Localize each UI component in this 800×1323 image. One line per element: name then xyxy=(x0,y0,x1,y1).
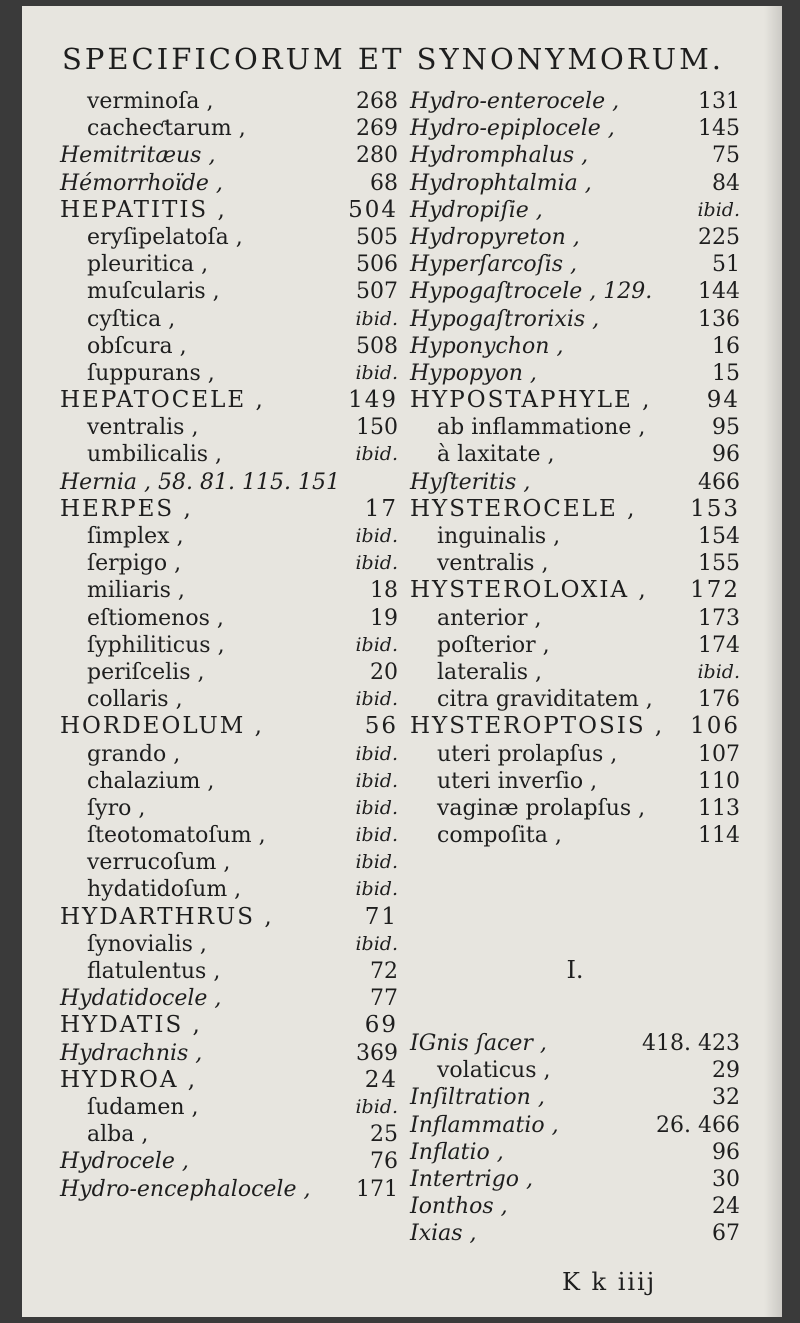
index-entry xyxy=(410,197,740,224)
letter-heading: I. xyxy=(566,956,584,984)
entry-term: Hydro-encephalocele , xyxy=(60,1176,311,1202)
entry-term: uteri inverſio , xyxy=(437,768,598,794)
index-entry xyxy=(410,1084,740,1111)
entry-page-ref: 76 xyxy=(370,1149,398,1175)
entry-page-ref: 18 xyxy=(370,578,398,604)
index-entry xyxy=(410,278,740,305)
entry-page-ref: 174 xyxy=(698,632,740,658)
entry-term: muſcularis , xyxy=(87,279,220,305)
entry-page-ref: 67 xyxy=(712,1221,740,1247)
entry-page-ref: 84 xyxy=(712,170,740,196)
entry-page-ref: ibid. xyxy=(355,361,398,384)
index-entry xyxy=(60,659,398,686)
entry-term: Hernia , 58. 81. 115. 151 xyxy=(60,469,340,495)
entry-page-ref: 96 xyxy=(712,1139,740,1165)
entry-term: alba , xyxy=(87,1122,149,1148)
entry-page-ref: 106 xyxy=(690,713,740,740)
entry-page-ref: 26. 466 xyxy=(656,1112,740,1138)
entry-term: IGnis ſacer , xyxy=(410,1031,547,1056)
entry-term: Inflammatio , xyxy=(410,1112,559,1138)
index-entry xyxy=(410,577,740,604)
entry-page-ref: 153 xyxy=(690,495,740,522)
entry-page-ref: 110 xyxy=(698,768,740,794)
entry-page-ref: 96 xyxy=(712,442,740,468)
index-entry xyxy=(410,360,740,387)
entry-term: HEPATOCELE , xyxy=(60,387,265,414)
entry-term: Hydro-epiplocele , xyxy=(410,116,615,142)
entry-page-ref: 16 xyxy=(712,333,740,359)
index-entry xyxy=(60,1067,398,1094)
entry-page-ref: ibid. xyxy=(355,932,398,955)
index-entry xyxy=(60,768,398,795)
entry-term: periſcelis , xyxy=(87,659,205,685)
entry-page-ref: 508 xyxy=(356,333,398,359)
index-entry xyxy=(410,1030,740,1057)
entry-term: ventralis , xyxy=(87,415,199,441)
index-entry xyxy=(410,414,740,441)
entry-term: cacheƈtarum , xyxy=(87,116,246,142)
index-entry xyxy=(60,278,398,305)
entry-page-ref: 172 xyxy=(690,577,740,604)
index-entry xyxy=(410,659,740,686)
entry-page-ref: ibid. xyxy=(355,851,398,874)
entry-term: inguinalis , xyxy=(437,524,561,549)
index-entry xyxy=(410,741,740,768)
index-entry xyxy=(60,142,398,169)
entry-term: ſteotomatoſum , xyxy=(87,823,266,849)
entry-page-ref: 149 xyxy=(348,387,398,414)
entry-page-ref: 418. 423 xyxy=(642,1031,740,1056)
entry-page-ref: ibid. xyxy=(697,198,740,221)
entry-page-ref: ibid. xyxy=(355,552,398,575)
entry-term: Hydro-enterocele , xyxy=(410,89,620,114)
entry-page-ref: 114 xyxy=(698,823,740,849)
entry-term: ſyro , xyxy=(87,795,146,821)
entry-term: uteri prolapſus , xyxy=(437,741,618,767)
entry-term: hydatidoſum , xyxy=(87,877,242,903)
entry-page-ref: 113 xyxy=(698,795,740,821)
entry-page-ref: 107 xyxy=(698,741,740,767)
entry-term: volaticus , xyxy=(437,1058,551,1084)
index-entry xyxy=(60,876,398,903)
entry-page-ref: 136 xyxy=(698,306,740,332)
index-entry xyxy=(60,849,398,876)
entry-term: verrucoſum , xyxy=(87,850,231,876)
entry-page-ref: 225 xyxy=(698,224,740,250)
entry-page-ref: 17 xyxy=(364,495,398,522)
entry-page-ref: 176 xyxy=(698,687,740,713)
index-entry xyxy=(410,795,740,822)
entry-page-ref: 155 xyxy=(698,551,740,577)
entry-term: ſyphiliticus , xyxy=(87,632,225,658)
entry-page-ref: ibid. xyxy=(355,633,398,656)
entry-page-ref: 29 xyxy=(712,1058,740,1084)
entry-page-ref: ibid. xyxy=(697,660,740,683)
index-entry xyxy=(410,251,740,278)
entry-page-ref: 25 xyxy=(370,1122,398,1148)
entry-term: flatulentus , xyxy=(87,959,221,984)
index-entry xyxy=(410,1220,740,1247)
entry-term: grando , xyxy=(87,741,181,767)
entry-term: HEPATITIS , xyxy=(60,196,227,223)
entry-term: Hypogaſtrocele , 129. xyxy=(410,279,653,305)
entry-term: Hyponychon , xyxy=(410,333,564,359)
entry-term: Hydropyreton , xyxy=(410,224,580,250)
index-entry xyxy=(410,441,740,468)
index-entry xyxy=(60,496,398,523)
index-entry xyxy=(410,1193,740,1220)
entry-page-ref: 466 xyxy=(698,469,740,495)
index-entry xyxy=(60,904,398,931)
index-entry xyxy=(60,931,398,958)
entry-term: Inſiltration , xyxy=(410,1085,545,1111)
entry-page-ref: 369 xyxy=(356,1040,398,1066)
index-entry xyxy=(60,1121,398,1148)
book-page xyxy=(22,6,782,1317)
entry-term: HORDEOLUM , xyxy=(60,713,264,740)
entry-term: ventralis , xyxy=(437,551,549,577)
index-entry xyxy=(410,713,740,740)
entry-page-ref: ibid. xyxy=(355,796,398,819)
index-entry xyxy=(410,306,740,333)
entry-term: Hemitritæus , xyxy=(60,143,216,169)
index-entry xyxy=(60,523,398,550)
entry-term: Hydrocele , xyxy=(60,1149,189,1175)
entry-page-ref: 20 xyxy=(370,659,398,685)
entry-page-ref: ibid. xyxy=(355,878,398,901)
entry-page-ref: 72 xyxy=(370,959,398,984)
index-entry xyxy=(60,224,398,251)
entry-page-ref: 154 xyxy=(698,524,740,549)
entry-term: cyſtica , xyxy=(87,306,176,332)
entry-term: pleuritica , xyxy=(87,252,209,278)
entry-page-ref: 504 xyxy=(348,196,398,223)
entry-term: Ixias , xyxy=(410,1221,477,1247)
index-entry xyxy=(60,822,398,849)
entry-term: Hydrophtalmia , xyxy=(410,170,592,196)
entry-term: collaris , xyxy=(87,687,183,713)
index-entry xyxy=(410,224,740,251)
entry-page-ref: 51 xyxy=(712,252,740,278)
entry-page-ref: 505 xyxy=(356,224,398,250)
index-entry xyxy=(60,414,398,441)
entry-term: Hémorrhoïde , xyxy=(60,170,223,196)
entry-term: citra graviditatem , xyxy=(437,687,653,713)
entry-term: Hydrachnis , xyxy=(60,1040,203,1066)
entry-term: Hydropiſie , xyxy=(410,197,543,223)
index-entry xyxy=(60,605,398,632)
entry-term: Hyperſarcoſis , xyxy=(410,252,578,278)
index-entry xyxy=(60,88,398,115)
entry-term: HYSTEROLOXIA , xyxy=(410,577,648,604)
index-entry xyxy=(60,632,398,659)
entry-page-ref: ibid. xyxy=(355,307,398,330)
entry-term: Hydatidocele , xyxy=(60,986,222,1012)
entry-term: ſuppurans , xyxy=(87,360,215,386)
index-entry xyxy=(60,387,398,414)
index-entry xyxy=(410,768,740,795)
entry-page-ref: 269 xyxy=(356,116,398,142)
index-entry xyxy=(60,795,398,822)
entry-term: HYDATIS , xyxy=(60,1012,202,1039)
entry-page-ref: 95 xyxy=(712,415,740,441)
entry-term: Ionthos , xyxy=(410,1194,508,1220)
index-entry xyxy=(410,1112,740,1139)
entry-term: lateralis , xyxy=(437,659,542,685)
entry-page-ref: 280 xyxy=(356,143,398,169)
left-column xyxy=(60,88,398,1203)
index-entry xyxy=(410,142,740,169)
entry-term: à laxitate , xyxy=(437,442,555,468)
entry-term: compoſita , xyxy=(437,823,562,849)
index-entry xyxy=(60,1040,398,1067)
entry-page-ref: 75 xyxy=(712,143,740,169)
page-edge-shade xyxy=(764,6,782,1317)
index-entry xyxy=(410,686,740,713)
entry-page-ref: 69 xyxy=(364,1012,398,1039)
entry-page-ref: ibid. xyxy=(355,443,398,466)
entry-page-ref: 30 xyxy=(712,1166,740,1192)
entry-term: vaginæ prolapſus , xyxy=(437,795,646,821)
entry-term: chalazium , xyxy=(87,768,215,794)
index-entry xyxy=(60,360,398,387)
index-entry xyxy=(60,1148,398,1175)
entry-term: eſtiomenos , xyxy=(87,605,224,631)
entry-term: poſterior , xyxy=(437,632,550,658)
index-entry xyxy=(60,713,398,740)
entry-term: ſerpigo , xyxy=(87,551,182,577)
index-entry xyxy=(60,170,398,197)
index-entry xyxy=(60,441,398,468)
entry-page-ref: ibid. xyxy=(355,688,398,711)
index-entry xyxy=(60,197,398,224)
entry-page-ref: 150 xyxy=(356,415,398,441)
entry-page-ref: 24 xyxy=(712,1194,740,1220)
entry-term: Hyſteritis , xyxy=(410,469,531,495)
entry-page-ref: 145 xyxy=(698,116,740,142)
entry-page-ref: ibid. xyxy=(355,769,398,792)
index-entry xyxy=(410,605,740,632)
index-entry xyxy=(410,1166,740,1193)
entry-term: ſimplex , xyxy=(87,524,184,549)
entry-page-ref: 171 xyxy=(356,1176,398,1202)
entry-term: Intertrigo , xyxy=(410,1166,533,1192)
index-entry xyxy=(410,88,740,115)
entry-page-ref: 24 xyxy=(364,1066,398,1093)
right-column xyxy=(410,88,740,849)
entry-page-ref: 173 xyxy=(698,605,740,631)
entry-term: anterior , xyxy=(437,605,542,631)
entry-page-ref: 15 xyxy=(712,360,740,386)
entry-term: Hypopyon , xyxy=(410,360,537,386)
entry-term: miliaris , xyxy=(87,578,185,604)
index-entry xyxy=(60,577,398,604)
running-head: SPECIFICORUM ET SYNONYMORUM. xyxy=(62,42,724,76)
index-entry xyxy=(410,822,740,849)
index-entry xyxy=(60,306,398,333)
index-entry xyxy=(410,523,740,550)
entry-page-ref: ibid. xyxy=(355,824,398,847)
index-entry xyxy=(60,985,398,1012)
index-entry xyxy=(60,1012,398,1039)
index-entry xyxy=(410,550,740,577)
index-entry xyxy=(60,333,398,360)
index-entry xyxy=(60,958,398,985)
entry-page-ref: 19 xyxy=(370,605,398,631)
entry-term: HYSTEROPTOSIS , xyxy=(410,713,665,740)
entry-page-ref: 71 xyxy=(364,903,398,930)
index-entry xyxy=(60,115,398,142)
index-entry xyxy=(60,251,398,278)
index-entry xyxy=(410,170,740,197)
entry-page-ref: ibid. xyxy=(355,525,398,547)
entry-term: ſudamen , xyxy=(87,1094,199,1120)
index-entry xyxy=(60,1176,398,1203)
right-lower-column xyxy=(410,1030,740,1248)
index-entry xyxy=(410,469,740,496)
entry-page-ref: 68 xyxy=(370,170,398,196)
entry-page-ref: 144 xyxy=(698,279,740,305)
entry-term: eryſipelatoſa , xyxy=(87,224,243,250)
index-entry xyxy=(60,686,398,713)
entry-page-ref: 506 xyxy=(356,252,398,278)
entry-page-ref: ibid. xyxy=(355,1095,398,1118)
index-entry xyxy=(410,496,740,523)
entry-term: HERPES , xyxy=(60,495,193,522)
entry-term: Inflatio , xyxy=(410,1139,504,1165)
index-entry xyxy=(410,387,740,414)
entry-page-ref: 507 xyxy=(356,279,398,305)
index-entry xyxy=(60,1094,398,1121)
entry-term: ſynovialis , xyxy=(87,931,207,957)
entry-page-ref: 77 xyxy=(370,986,398,1012)
entry-page-ref: 56 xyxy=(364,713,398,740)
index-entry xyxy=(60,469,398,496)
index-entry xyxy=(410,1139,740,1166)
entry-term: Hypogaſtrorixis , xyxy=(410,306,600,332)
entry-term: umbilicalis , xyxy=(87,442,223,468)
entry-page-ref: 32 xyxy=(712,1085,740,1111)
index-entry xyxy=(60,741,398,768)
entry-page-ref: 268 xyxy=(356,89,398,114)
entry-term: ab inflammatione , xyxy=(437,415,646,441)
index-entry xyxy=(60,550,398,577)
entry-term: obſcura , xyxy=(87,333,187,359)
index-entry xyxy=(410,115,740,142)
catchword: K k iiij xyxy=(562,1268,657,1296)
entry-page-ref: ibid. xyxy=(355,742,398,765)
index-entry xyxy=(410,333,740,360)
entry-page-ref: 94 xyxy=(706,387,740,414)
entry-term: HYDROA , xyxy=(60,1066,198,1093)
entry-term: Hydromphalus , xyxy=(410,143,589,169)
entry-term: HYPOSTAPHYLE , xyxy=(410,387,652,414)
entry-term: HYDARTHRUS , xyxy=(60,903,274,930)
entry-term: HYSTEROCELE , xyxy=(410,495,637,522)
entry-page-ref: 131 xyxy=(698,89,740,114)
index-entry xyxy=(410,1057,740,1084)
entry-term: verminoſa , xyxy=(87,89,214,114)
index-entry xyxy=(410,632,740,659)
